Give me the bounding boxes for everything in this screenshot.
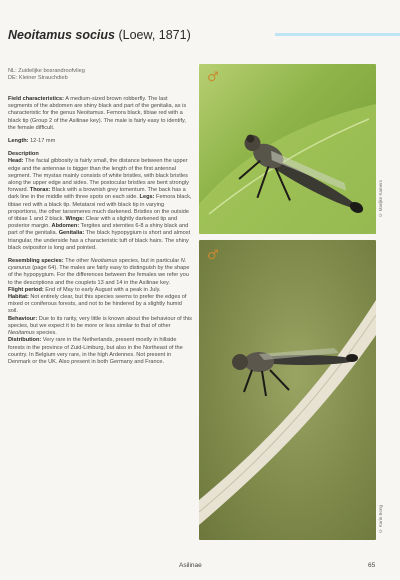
dutch-name: NL: Zuidelijke bosrandroofvlieg [8,68,85,74]
thorax-label: Thorax: [29,187,51,194]
habitat-label: Habitat: [8,294,29,301]
photo-credit-1: © Marijke Kamers [378,180,383,218]
resembling-label: Resembling species: [8,258,64,265]
flight-text: End of May to early August with a peak in July. [43,286,161,293]
head-label: Head: [8,158,24,165]
thorax-text: Black with a brownish grey tomentum. The back has a dark line in the middle with three spots on each side. [8,187,186,201]
abdomen-text: Tergites and sternites 6-8 a shiny black and part of the genitalia. [8,223,189,237]
male-symbol-2: ♂ [207,248,219,263]
length-text: 12-17 mm [28,138,56,145]
species-heading [8,28,398,44]
wings-label: Wings: [65,216,85,223]
common-names [8,68,193,82]
description-block [8,151,193,252]
resembling-text-c: (page 64). The males are fairly easy to distinguish by the shape of the hypopygium. For the differences between the females we refer you to the descriptions and the couplets 13 and 14 in the Asilinae key. [8,265,190,286]
photo-male-on-twig [199,240,376,540]
distribution-label: Distribution: [8,337,42,344]
resembling-species-name: N. cyanurus [8,258,187,272]
behaviour-label: Behaviour: [8,315,38,322]
german-name: DE: Kleiner Strauchdieb [8,75,68,81]
resembling-text-a: The other [63,258,91,265]
field-label: Field characteristics: [8,96,64,102]
photo-male-on-leaf [199,64,376,234]
photo-credit-2: © Karin Bong [378,505,383,534]
wings-text: Clear with a slightly darkened tip and posterior margin. [8,216,178,230]
behaviour-text-a: Due to its rarity, very little is known about the behaviour of this species, but we expect it to be more or less similar to that of other [8,315,192,329]
field-characteristics [8,96,193,132]
head-text: The facial gibbosity is fairly small, the distance between the upper edge and the antennae is bigger than the length of the first antennal segment. The mystax mainly consists of white bristles, with black bristles along the upper edge and sides. The postocular bristles are bent strongly forward. [8,158,189,194]
distribution-text: Very rare in the Netherlands, present mostly in hillside forests in the province of Zuid-Limburg, but also in the Northeast of the country. In Belgium very rare, in the high Ardennes. Not present in Denmark or the UK. Also present in both Germany and France. [8,337,183,365]
description-label: Description [8,151,39,158]
length-line [8,138,193,145]
species-name: Neoitamus socius [8,28,115,42]
genitalia-text: The black hypopygium is short and almost triangular, the underside has a characteristic tuft of black hairs. The shiny black ovipositor is long and pointed. [8,230,191,251]
field-text: A medium-sized brown robberfly. The last segments of the abdomen are shiny black and part of the genitalia, as is characteristic for the genus Neoitamus. Femora black, tibiae red with a black tip (Group 2 of the Asilinae key). The male is fairly easy to identify, the female difficult. [8,96,187,131]
footer-family: Asilinae [179,562,202,569]
legs-label: Legs: [139,194,155,201]
robberfly-leaf-illustration [199,64,376,234]
resembling-genus: Neoitamus [90,258,118,265]
length-label: Length: [8,138,29,145]
resembling-species [8,258,193,366]
abdomen-label: Abdomen: [51,223,80,230]
genitalia-label: Genitalia: [58,230,85,237]
header-accent-line [275,33,400,36]
species-title [8,28,191,42]
behaviour-text-b: species. [34,330,57,337]
species-author: (Loew, 1871) [118,28,191,42]
male-symbol-1: ♂ [207,70,219,85]
flight-label: Flight period: [8,286,44,293]
legs-text: Femora black, tibiae red with a black tip. Metatarsi red with black tip in varying proportions, the other tarsomeres much darkened. Bristles on the outside of tibiae 1 and 2 black. [8,194,192,223]
robberfly-twig-illustration [199,240,376,540]
page-number: 65 [368,562,376,569]
habitat-text: Not entirely clear, but this species seems to prefer the edges of mixed or coniferous forests, and not to be hindered by a slightly humid soil. [8,294,187,315]
behaviour-genus: Neoitamus [8,330,35,337]
resembling-text-b: species, but in particular [117,258,181,265]
species-description [8,96,193,372]
